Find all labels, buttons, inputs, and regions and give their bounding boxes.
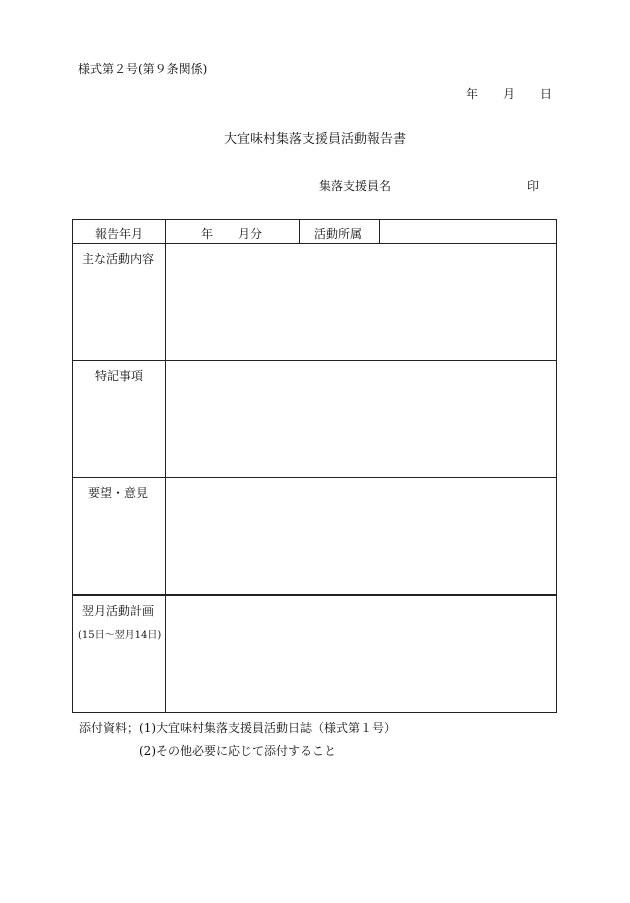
attachments-line <box>79 721 396 736</box>
member-name-label: 集落支援員名 <box>319 179 392 193</box>
label-column-divider <box>165 220 166 712</box>
period-label: 報告年月 <box>95 227 144 241</box>
row-label-next-month-plan: 翌月活動計画 <box>82 604 155 618</box>
date-day-label: 日 <box>540 87 553 101</box>
table-divider <box>73 360 556 361</box>
header-row-divider <box>379 220 380 243</box>
attachments-prefix: 添付資料； <box>79 721 140 735</box>
form-number: 様式第２号(第９条関係) <box>78 62 208 76</box>
date-year-label: 年 <box>466 87 479 101</box>
attachment-item-1: (1)大宜味村集落支援員活動日誌（様式第１号） <box>139 721 397 735</box>
header-row-divider <box>299 220 300 243</box>
table-divider <box>73 243 556 244</box>
report-table <box>72 219 557 713</box>
date-month-label: 月 <box>503 87 516 101</box>
next-month-plan-period: (15日～翌月14日) <box>78 630 162 641</box>
row-label-main-activities: 主な活動内容 <box>82 252 155 266</box>
affiliation-label: 活動所属 <box>314 227 363 241</box>
attachment-item-2: (2)その他必要に応じて添付すること <box>139 744 336 758</box>
row-label-special-notes: 特記事項 <box>95 369 144 383</box>
period-month-label: 月分 <box>238 227 263 241</box>
table-divider <box>73 477 556 478</box>
row-label-requests-opinions: 要望・意見 <box>88 486 149 500</box>
document-title: 大宜味村集落支援員活動報告書 <box>223 132 406 147</box>
seal-label: 印 <box>527 179 540 193</box>
period-year-label: 年 <box>201 227 214 241</box>
table-divider <box>73 594 556 596</box>
